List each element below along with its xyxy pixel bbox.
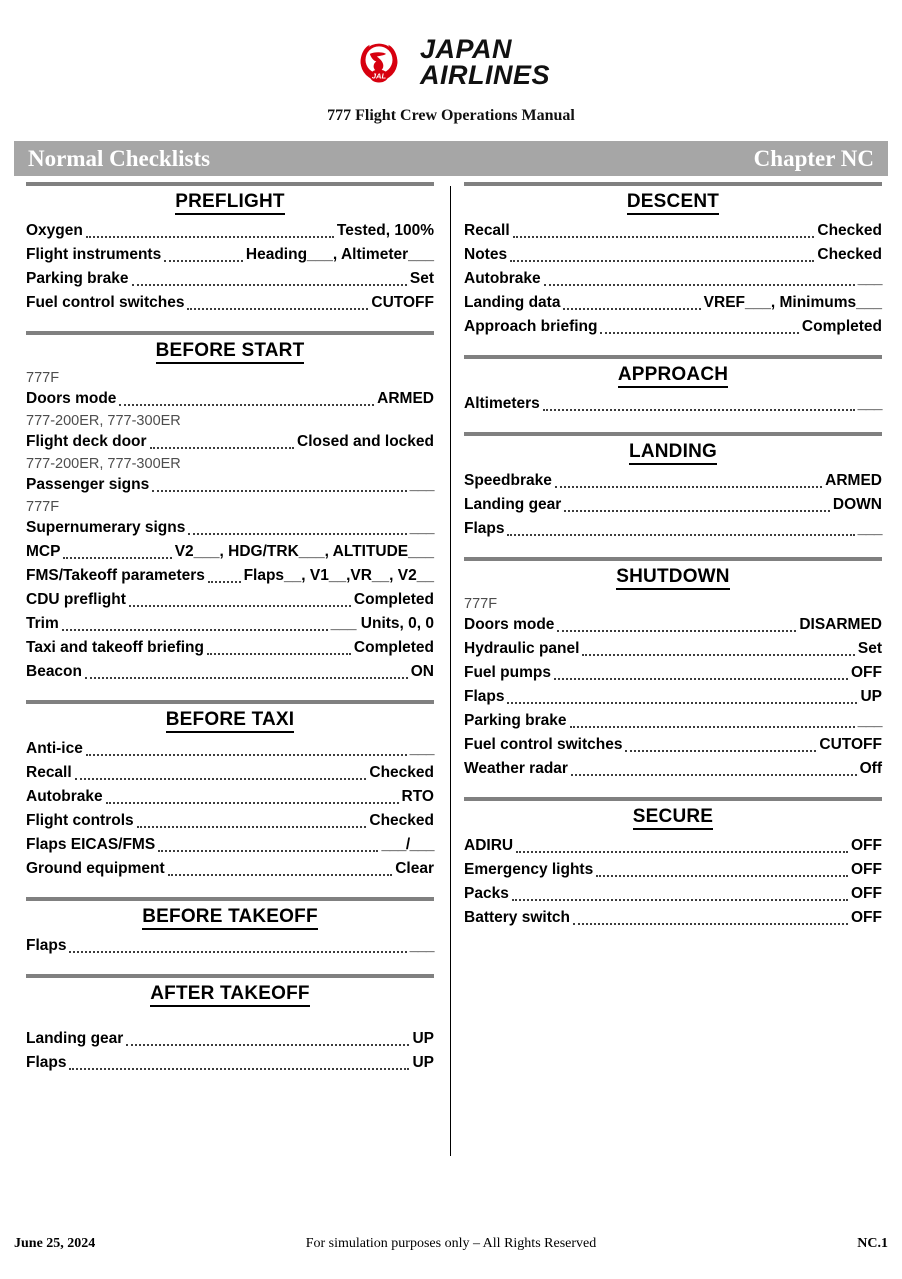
brand-line-airlines: AIRLINES [419, 60, 550, 90]
dot-leader [75, 778, 367, 780]
checklist-item[interactable] [26, 540, 434, 564]
dot-leader [555, 486, 822, 488]
footer-date: June 25, 2024 [14, 1236, 96, 1251]
checklist-item-response: Checked [369, 812, 434, 829]
dot-leader [126, 1044, 409, 1046]
checklist-item-response: ___ Units, 0, 0 [330, 615, 434, 632]
section-gap [26, 1075, 434, 1091]
dot-leader [570, 726, 855, 728]
checklist-item[interactable] [464, 517, 882, 541]
dot-leader [187, 308, 368, 310]
brand-line-japan: JAPAN [419, 34, 513, 64]
dot-leader [152, 490, 406, 492]
section-gap [464, 930, 882, 946]
dot-leader [625, 750, 816, 752]
section-title-text: AFTER TAKEOFF [150, 983, 310, 1007]
checklist-item[interactable] [464, 661, 882, 685]
dot-leader [106, 802, 399, 804]
checklist-item[interactable] [26, 267, 434, 291]
item-variant-label: 777-200ER, 777-300ER [26, 456, 181, 472]
manual-title: 777 Flight Crew Operations Manual [327, 107, 575, 124]
dot-leader [207, 653, 351, 655]
dot-leader [86, 236, 334, 238]
checklist-item[interactable] [26, 857, 434, 881]
checklist-item-label: Weather radar [464, 760, 568, 777]
checklist-section-after-takeoff [26, 974, 434, 1091]
checklist-item-response: VREF___, Minimums___ [703, 294, 882, 311]
checklist-item-response: Completed [353, 639, 434, 656]
checklist-item-label: Ground equipment [26, 860, 165, 877]
dot-leader [208, 581, 241, 583]
checklist-item-label: Emergency lights [464, 861, 594, 878]
checklist-item-label: Taxi and takeoff briefing [26, 639, 204, 656]
section-gap [464, 781, 882, 797]
section-title [464, 186, 882, 219]
section-gap [464, 541, 882, 557]
checklist-item-response: OFF [851, 664, 882, 681]
checklist-item-response: DOWN [832, 496, 882, 513]
chapter-header-chapter: Chapter NC [753, 145, 874, 171]
item-variant-label: 777F [26, 370, 60, 386]
section-title [464, 801, 882, 834]
checklist-item[interactable] [26, 612, 434, 636]
section-gap [26, 315, 434, 331]
item-variant-label: 777F [26, 499, 60, 515]
checklist-item-label: Flaps [464, 520, 505, 537]
dot-leader [507, 702, 857, 704]
section-gap [464, 416, 882, 432]
checklist-item[interactable] [26, 473, 434, 497]
checklist-item-response: ___ [409, 476, 434, 493]
dot-leader [544, 284, 855, 286]
checklist-item[interactable] [26, 761, 434, 785]
checklist-item-response: OFF [851, 909, 882, 926]
checklist-item[interactable] [464, 882, 882, 906]
checklist-item[interactable] [26, 737, 434, 761]
checklist-item-response: Checked [369, 764, 434, 781]
dot-leader [557, 630, 796, 632]
brand-logo [0, 34, 902, 90]
checklist-item-response: UP [860, 688, 882, 705]
checklist-item[interactable] [26, 660, 434, 684]
footer-notice: For simulation purposes only – All Rights Reserved [305, 1236, 597, 1251]
checklist-item-label: Packs [464, 885, 509, 902]
checklist-item-response: ___ [857, 270, 882, 287]
checklist-item-label: Fuel control switches [464, 736, 623, 753]
checklist-item-response: ___ [857, 520, 882, 537]
checklist-item[interactable] [464, 219, 882, 243]
chapter-header-bar [14, 141, 888, 176]
svg-text:JAL: JAL [371, 71, 387, 81]
checklist-item-response: ___ [857, 395, 882, 412]
checklist-item[interactable] [26, 934, 434, 958]
checklist-item[interactable] [464, 858, 882, 882]
dot-leader [158, 850, 378, 852]
checklist-item[interactable] [464, 291, 882, 315]
dot-leader [164, 260, 243, 262]
checklist-item-label: Flight instruments [26, 246, 162, 263]
checklist-item-response: Set [409, 270, 434, 287]
checklist-item-label: Parking brake [26, 270, 129, 287]
item-variant-label: 777F [464, 596, 498, 612]
dot-leader [554, 678, 848, 680]
dot-leader [85, 677, 408, 679]
checklist-item[interactable] [464, 906, 882, 930]
checklist-item-response: Completed [353, 591, 434, 608]
dot-leader [188, 533, 406, 535]
section-title [464, 561, 882, 594]
checklist-item-label: MCP [26, 543, 61, 560]
checklist-item-label: CDU preflight [26, 591, 126, 608]
section-title-text: SECURE [633, 806, 713, 830]
section-title [26, 335, 434, 368]
checklist-item-response: Completed [801, 318, 882, 335]
section-title-text: BEFORE TAKEOFF [142, 906, 318, 930]
dot-leader [564, 510, 830, 512]
section-title-text: BEFORE START [156, 340, 305, 364]
checklist-item[interactable] [464, 834, 882, 858]
checklist-item[interactable] [464, 637, 882, 661]
checklist-item-response: Off [859, 760, 882, 777]
checklist-item-label: Approach briefing [464, 318, 598, 335]
checklist-item-response: ___ [409, 937, 434, 954]
checklist-item-response: ___ [409, 519, 434, 536]
section-title-text: APPROACH [618, 364, 728, 388]
section-title-text: PREFLIGHT [175, 191, 284, 215]
checklist-item[interactable] [26, 291, 434, 315]
checklist-item-response: Set [857, 640, 882, 657]
checklist-item-label: Oxygen [26, 222, 83, 239]
checklist-section-approach [464, 355, 882, 432]
checklist-item-response: ___/___ [381, 836, 434, 853]
checklist-item[interactable] [26, 516, 434, 540]
checklist-section-shutdown [464, 557, 882, 797]
section-title-text: DESCENT [627, 191, 719, 215]
checklist-item[interactable] [26, 219, 434, 243]
dot-leader [150, 447, 294, 449]
checklist-item-response: Checked [817, 222, 882, 239]
right-column [450, 182, 902, 1091]
checklist-section-landing [464, 432, 882, 557]
chapter-header-title: Normal Checklists [28, 145, 211, 171]
checklist-item-label: Hydraulic panel [464, 640, 580, 657]
checklist-item-label: Flaps EICAS/FMS [26, 836, 156, 853]
page-footer [14, 1236, 888, 1252]
footer-page-number: NC.1 [857, 1236, 888, 1251]
checklist-item-response: CUTOFF [819, 736, 882, 753]
dot-leader [510, 260, 814, 262]
checklist-item-label: Anti-ice [26, 740, 83, 757]
checklist-item-label: Doors mode [26, 390, 117, 407]
checklist-item[interactable] [26, 1027, 434, 1051]
checklist-item-label: Flaps [464, 688, 505, 705]
checklist-item-response: UP [412, 1030, 434, 1047]
checklist-item[interactable] [464, 392, 882, 416]
checklist-section-secure [464, 797, 882, 946]
dot-leader [516, 851, 848, 853]
checklist-item-label: Trim [26, 615, 59, 632]
section-title-text: BEFORE TAXI [166, 709, 295, 733]
section-spacer [26, 1011, 434, 1027]
checklist-section-before-takeoff [26, 897, 434, 974]
checklist-item-response: Tested, 100% [336, 222, 434, 239]
checklist-item-response: OFF [851, 885, 882, 902]
item-variant-label: 777-200ER, 777-300ER [26, 413, 181, 429]
checklist-item[interactable] [464, 757, 882, 781]
checklist-item-label: Flight controls [26, 812, 134, 829]
section-title [26, 186, 434, 219]
checklist-item[interactable] [26, 809, 434, 833]
dot-leader [137, 826, 367, 828]
left-column [0, 182, 450, 1091]
dot-leader [132, 284, 407, 286]
checklist-item-response: ___ [409, 740, 434, 757]
section-title [26, 704, 434, 737]
checklist-item[interactable] [26, 243, 434, 267]
checklist-item[interactable] [464, 733, 882, 757]
checklist-item[interactable] [26, 564, 434, 588]
checklist-item[interactable] [26, 833, 434, 857]
checklist-item[interactable] [26, 387, 434, 411]
checklist-item-response: RTO [401, 788, 434, 805]
dot-leader [69, 1068, 409, 1070]
section-title [464, 436, 882, 469]
checklist-item[interactable] [26, 785, 434, 809]
checklist-item-response: Checked [817, 246, 882, 263]
dot-leader [513, 236, 815, 238]
checklist-item[interactable] [464, 613, 882, 637]
checklist-item-label: Doors mode [464, 616, 555, 633]
checklist-item-label: Autobrake [464, 270, 541, 287]
dot-leader [129, 605, 351, 607]
checklist-section-descent [464, 182, 882, 355]
section-title [26, 901, 434, 934]
checklist-item-label: ADIRU [464, 837, 514, 854]
dot-leader [62, 629, 328, 631]
checklist-item-label: Parking brake [464, 712, 567, 729]
checklist-item-label: Altimeters [464, 395, 540, 412]
dot-leader [168, 874, 393, 876]
checklist-item-label: Beacon [26, 663, 82, 680]
checklist-columns [0, 182, 902, 1091]
dot-leader [596, 875, 848, 877]
checklist-item-label: Recall [464, 222, 510, 239]
checklist-item-label: FMS/Takeoff parameters [26, 567, 205, 584]
section-gap [26, 684, 434, 700]
checklist-item-label: Fuel control switches [26, 294, 185, 311]
dot-leader [600, 332, 798, 334]
checklist-item-response: CUTOFF [371, 294, 434, 311]
checklist-item[interactable] [464, 243, 882, 267]
checklist-item-label: Fuel pumps [464, 664, 551, 681]
checklist-section-before-taxi [26, 700, 434, 897]
checklist-item-response: Clear [395, 860, 434, 877]
dot-leader [86, 754, 407, 756]
section-title-text: SHUTDOWN [616, 566, 729, 590]
checklist-item-response: Closed and locked [297, 433, 434, 450]
checklist-item-response: Heading___, Altimeter___ [245, 246, 434, 263]
checklist-item[interactable] [26, 636, 434, 660]
dot-leader [582, 654, 854, 656]
dot-leader [512, 899, 848, 901]
dot-leader [507, 534, 854, 536]
checklist-item-label: Landing gear [464, 496, 562, 513]
section-gap [26, 881, 434, 897]
checklist-item-response: OFF [851, 837, 882, 854]
section-gap [26, 958, 434, 974]
checklist-item[interactable] [26, 430, 434, 454]
checklist-item-response: ___ [857, 712, 882, 729]
brand-wordmark [420, 36, 550, 88]
checklist-item-label: Speedbrake [464, 472, 552, 489]
checklist-item-label: Flaps [26, 937, 67, 954]
dot-leader [571, 774, 857, 776]
checklist-section-preflight [26, 182, 434, 331]
checklist-item-label: Autobrake [26, 788, 103, 805]
checklist-item-label: Landing gear [26, 1030, 124, 1047]
checklist-item[interactable] [26, 588, 434, 612]
masthead [0, 0, 902, 125]
checklist-item[interactable] [26, 1051, 434, 1075]
checklist-item-label: Flight deck door [26, 433, 147, 450]
jal-crane-logo-icon [352, 35, 406, 89]
checklist-item-label: Landing data [464, 294, 561, 311]
section-title [464, 359, 882, 392]
checklist-item-label: Passenger signs [26, 476, 150, 493]
checklist-item-response: V2___, HDG/TRK___, ALTITUDE___ [174, 543, 434, 560]
dot-leader [69, 951, 406, 953]
checklist-item-response: ARMED [377, 390, 434, 407]
dot-leader [63, 557, 171, 559]
checklist-item[interactable] [464, 685, 882, 709]
checklist-item-response: Flaps__, V1__,VR__, V2__ [243, 567, 434, 584]
checklist-item-response: ON [410, 663, 434, 680]
section-gap [464, 339, 882, 355]
dot-leader [119, 404, 374, 406]
checklist-item[interactable] [464, 493, 882, 517]
checklist-item[interactable] [464, 709, 882, 733]
checklist-item-label: Supernumerary signs [26, 519, 186, 536]
section-title-text: LANDING [629, 441, 717, 465]
dot-leader [573, 923, 848, 925]
dot-leader [543, 409, 855, 411]
checklist-item-label: Recall [26, 764, 72, 781]
checklist-item-label: Flaps [26, 1054, 67, 1071]
checklist-item[interactable] [464, 315, 882, 339]
dot-leader [563, 308, 700, 310]
checklist-section-before-start [26, 331, 434, 700]
checklist-item-label: Notes [464, 246, 508, 263]
section-title [26, 978, 434, 1011]
checklist-item-response: ARMED [825, 472, 882, 489]
checklist-item-response: OFF [851, 861, 882, 878]
checklist-item-response: UP [412, 1054, 434, 1071]
checklist-item-label: Battery switch [464, 909, 570, 926]
checklist-item[interactable] [464, 267, 882, 291]
checklist-item[interactable] [464, 469, 882, 493]
checklist-item-response: DISARMED [799, 616, 882, 633]
